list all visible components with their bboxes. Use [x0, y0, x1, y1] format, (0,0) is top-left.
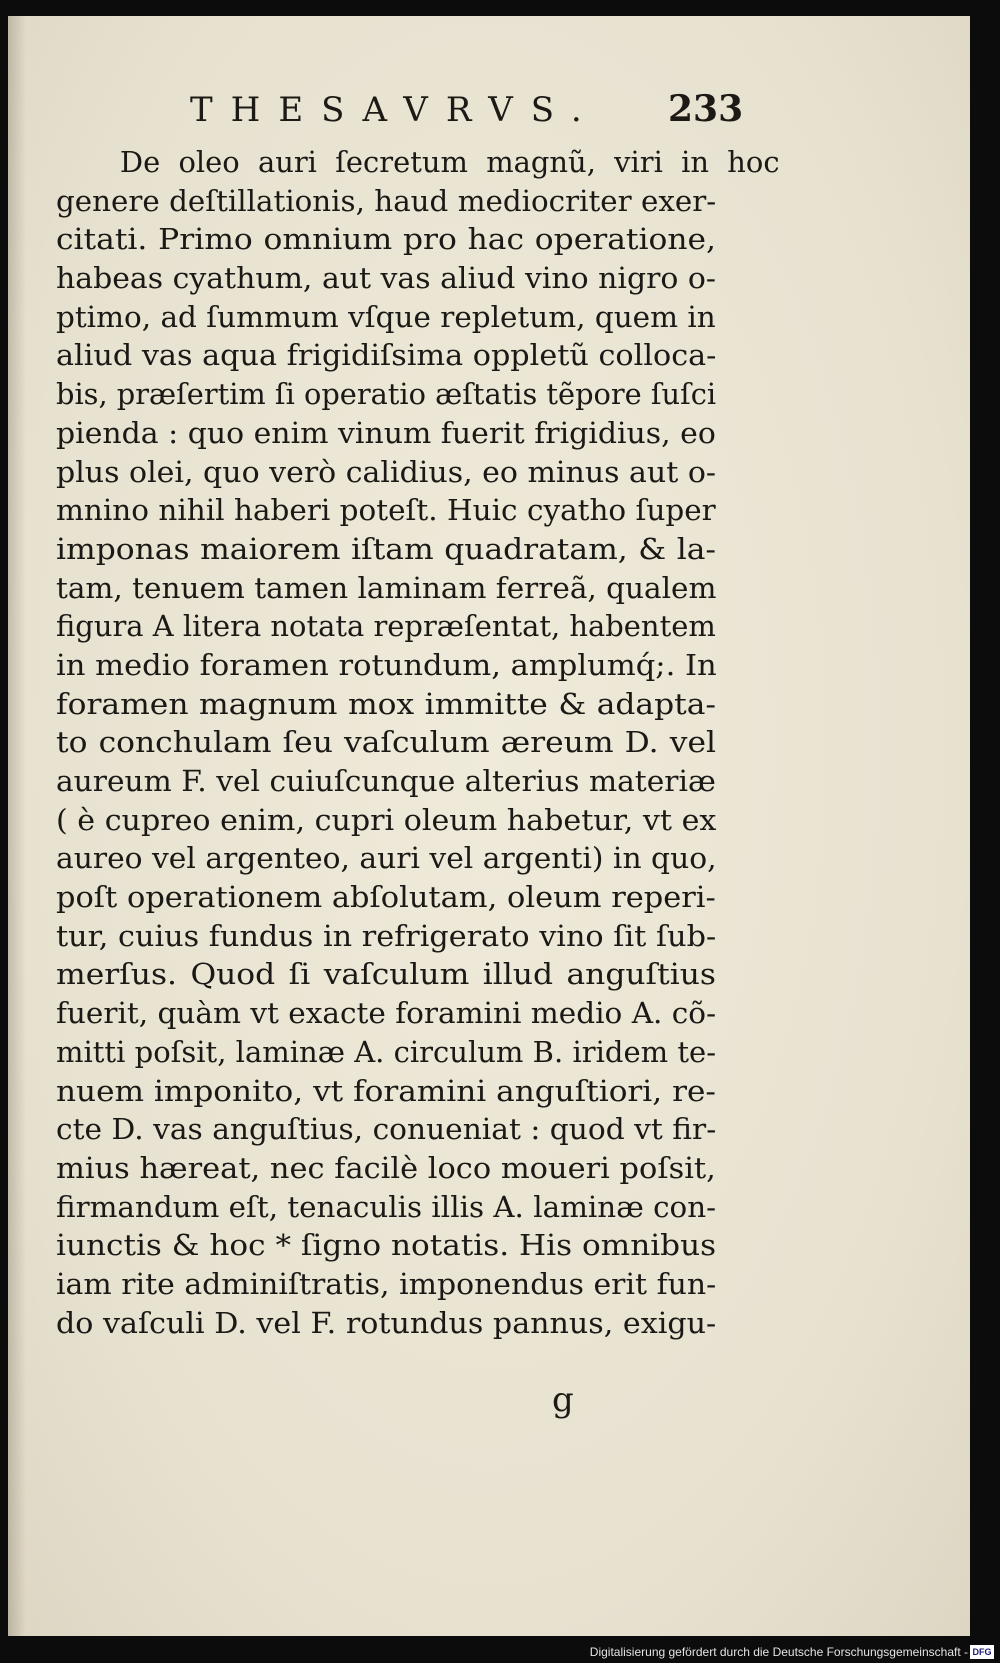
page-number: 233	[668, 88, 744, 130]
digitization-credit: Digitalisierung gefördert durch die Deutsche Forschungsgemeinschaft -	[589, 1645, 968, 1659]
text-line: ( è cupreo enim, cupri oleum habetur, vt ex	[56, 802, 717, 837]
text-line: tur, cuius fundus in refrigerato vino ſit ſub-	[56, 918, 717, 953]
text-line: do vaſculi D. vel F. rotundus pannus, exigu-	[56, 1305, 717, 1340]
text-line: poſt operationem abſolutam, oleum reperi-	[56, 880, 716, 915]
text-line: iam rite adminiſtratis, imponendus erit fun-	[56, 1266, 717, 1301]
text-line: figura A litera notata repræſentat, habentem	[56, 609, 716, 644]
page-gutter-shadow	[8, 16, 26, 1636]
text-line: mius hæreat, nec facilè loco moueri poſsit,	[56, 1150, 716, 1185]
text-line: bis, præſertim ſi operatio æſtatis tẽpore ſuſci	[56, 377, 717, 412]
text-line: in medio foramen rotundum, amplumq́;. In	[56, 647, 717, 682]
text-line: merſus. Quod ſi vaſculum illud anguſtius	[56, 957, 716, 992]
text-line: ptimo, ad ſummum vſque repletum, quem in	[56, 299, 716, 334]
text-line: aliud vas aqua frigidiſsima oppletũ colloca-	[56, 338, 717, 373]
running-head: THESAVRVS.	[190, 90, 600, 130]
text-line: mitti poſsit, laminæ A. circulum B. iridem te-	[56, 1034, 716, 1069]
text-line: pienda : quo enim vinum fuerit frigidius, eo	[56, 415, 716, 450]
text-line: nuem imponito, vt foramini anguſtiori, re-	[56, 1073, 716, 1108]
text-line: aureo vel argenteo, auri vel argenti) in quo,	[56, 841, 717, 876]
text-line: to conchulam ſeu vaſculum æreum D. vel	[56, 725, 716, 760]
text-line: cte D. vas anguſtius, conueniat : quod vt fir-	[56, 1112, 717, 1147]
text-line: foramen magnum mox immitte & adapta-	[56, 686, 716, 721]
signature-mark: g	[552, 1380, 574, 1420]
text-line: De oleo auri ſecretum magnũ, viri in hoc	[119, 145, 780, 179]
body-text	[56, 143, 780, 1342]
text-line: imponas maiorem iſtam quadratam, & la-	[56, 531, 716, 566]
text-line: aureum F. vel cuiuſcunque alterius materiæ	[56, 764, 716, 798]
text-line: firmandum eſt, tenaculis illis A. laminæ con-	[56, 1189, 717, 1224]
text-line: habeas cyathum, aut vas aliud vino nigro o-	[56, 261, 717, 296]
text-line: mnino nihil haberi poteſt. Huic cyatho ſuper	[56, 493, 716, 528]
dfg-logo-icon: DFG	[970, 1645, 994, 1659]
text-line: iunctis & hoc * ſigno notatis. His omnibus	[56, 1228, 717, 1263]
text-line: tam, tenuem tamen laminam ferreã, qualem	[56, 570, 717, 605]
text-line: genere deſtillationis, haud mediocriter exer-	[56, 183, 717, 218]
text-line: citati. Primo omnium pro hac operatione,	[56, 222, 716, 257]
text-line: plus olei, quo verò calidius, eo minus aut o-	[56, 454, 717, 489]
text-line: fuerit, quàm vt exacte foramini medio A. cõ-	[56, 996, 717, 1031]
